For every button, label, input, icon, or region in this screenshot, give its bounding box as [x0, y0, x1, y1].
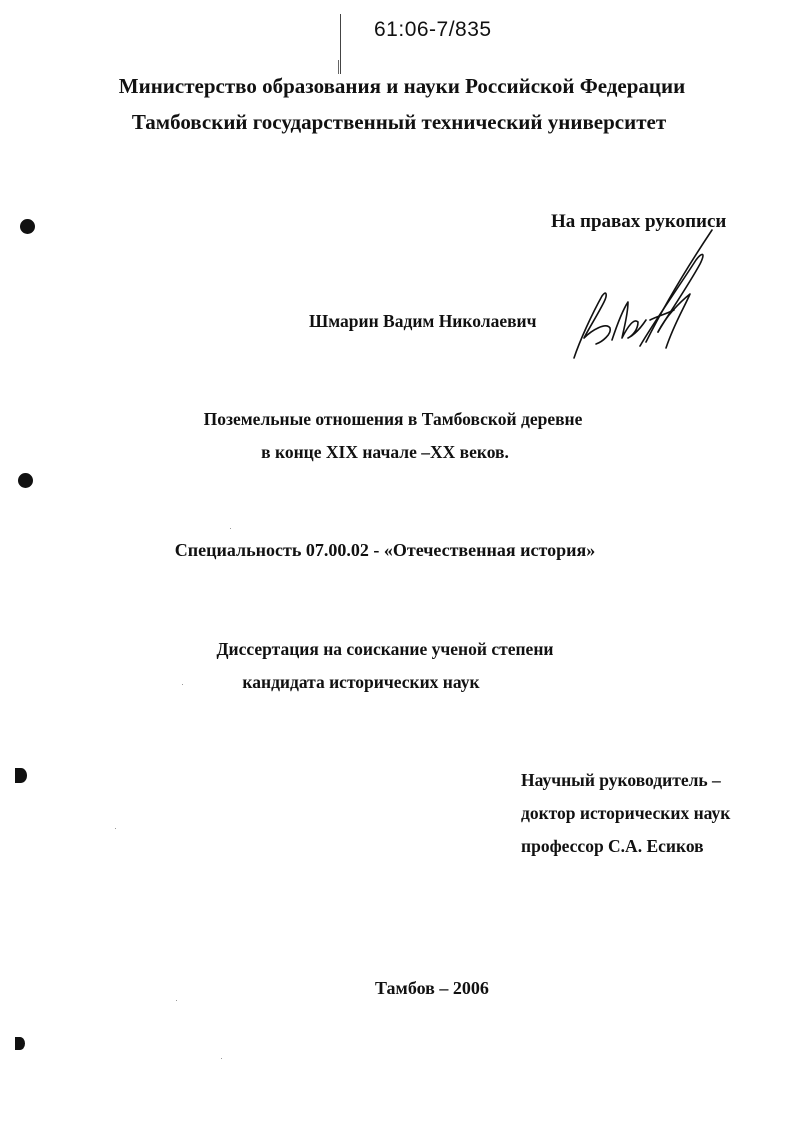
punch-hole	[15, 768, 27, 783]
degree-line-1: Диссертация на соискание ученой степени	[216, 639, 554, 659]
margin-pencil-line	[340, 14, 341, 74]
scan-speck	[230, 528, 231, 529]
scan-speck	[115, 828, 116, 829]
signature-stroke-middle	[612, 302, 646, 340]
scan-speck	[182, 684, 183, 685]
supervisor-name: профессор С.А. Есиков	[521, 836, 704, 856]
margin-pencil-line-lower	[338, 60, 339, 74]
punch-hole	[20, 219, 35, 234]
signature-stroke-initial	[574, 293, 610, 358]
specialty-line: Специальность 07.00.02 - «Отечественная история»	[174, 540, 596, 560]
thesis-title-line-1: Поземельные отношения в Тамбовской деревне	[203, 409, 583, 429]
supervisor-degree: доктор исторических наук	[521, 803, 731, 823]
ministry-name: Министерство образования и науки Российской Федерации	[118, 74, 686, 98]
supervisor-title: Научный руководитель –	[521, 770, 721, 790]
punch-hole	[18, 473, 33, 488]
scan-speck	[176, 1000, 177, 1001]
archive-code: 61:06-7/835	[374, 18, 492, 41]
punch-hole	[15, 1037, 25, 1050]
author-name: Шмарин Вадим Николаевич	[309, 311, 537, 331]
signature-stroke-tail	[658, 294, 690, 348]
manuscript-rights-label: На правах рукописи	[551, 211, 727, 232]
handwritten-signature	[562, 222, 732, 367]
thesis-title-line-2: в конце XIX начале –XX веков.	[261, 442, 509, 462]
scan-speck	[221, 1058, 222, 1059]
university-name: Тамбовский государственный технический университет	[131, 110, 667, 134]
city-year: Тамбов – 2006	[375, 978, 489, 998]
degree-line-2: кандидата исторических наук	[242, 672, 480, 692]
